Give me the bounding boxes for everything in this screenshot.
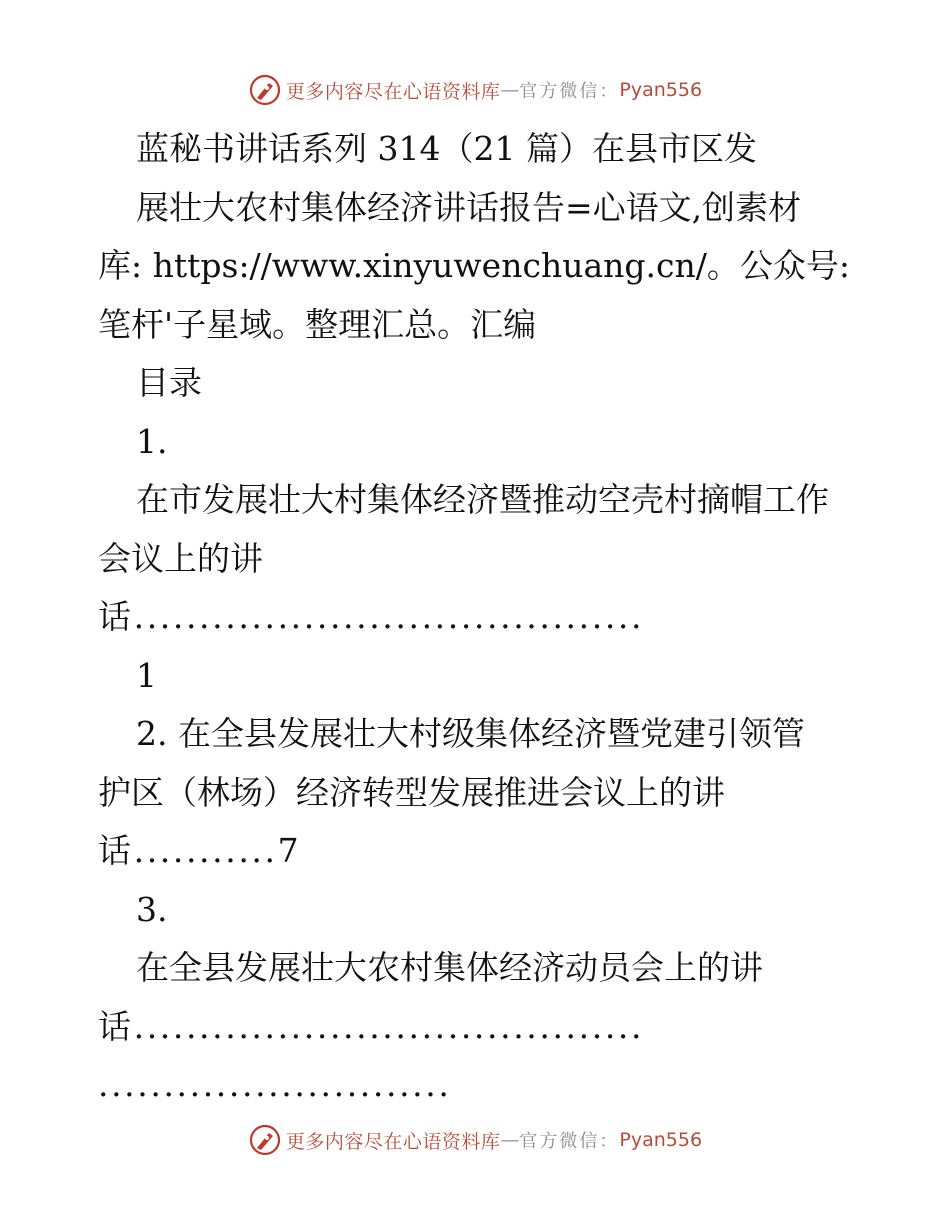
watermark-wechat-label: 官方微信： [519, 1131, 620, 1152]
watermark-separator: — [500, 1129, 520, 1151]
title-line-4: 笔杆'子星域。整理汇总。汇编 [98, 304, 537, 344]
document-body [98, 120, 858, 1115]
watermark-main-text: 更多内容尽在心语资料库 [285, 1130, 501, 1153]
pen-nib-logo-icon [248, 73, 282, 107]
toc-item-1-page: 1 [136, 655, 157, 695]
watermark-main-text: 更多内容尽在心语资料库 [285, 80, 501, 103]
toc-item-2-title-cont: 护区（林场）经济转型发展推进会议上的讲 [98, 772, 725, 812]
header-watermark [0, 70, 950, 110]
toc-item-3-number: 3. [136, 889, 168, 929]
toc-item-3-title: 在全县发展壮大农村集体经济动员会上的讲 [136, 948, 763, 987]
pen-nib-logo-icon [248, 1123, 282, 1157]
toc-item-3-leader: 话....................................... [98, 1006, 645, 1046]
watermark-separator: — [500, 79, 520, 101]
toc-item-1-leader: 话....................................... [98, 597, 645, 636]
toc-heading: 目录 [136, 363, 202, 402]
toc-item-3-leader-cont: ........................... [98, 1065, 452, 1104]
toc-item-1-number: 1. [136, 421, 168, 461]
footer-watermark [0, 1120, 950, 1160]
watermark-wechat-id: Pyan556 [619, 1129, 703, 1151]
title-line-2: 展壮大农村集体经济讲话报告=心语文,创素材 [136, 187, 802, 227]
toc-item-2-title: 2. 在全县发展壮大村级集体经济暨党建引领管 [136, 714, 805, 753]
toc-item-1-title-cont: 会议上的讲 [98, 538, 263, 578]
title-line-1: 蓝秘书讲话系列 314（21 篇）在县市区发 [136, 129, 757, 168]
toc-item-2-leader-page: 话...........7 [98, 831, 302, 870]
watermark-wechat-id: Pyan556 [619, 79, 703, 101]
title-line-3: 库: https://www.xinyuwenchuang.cn/。公众号: [98, 246, 850, 285]
watermark-wechat-label: 官方微信： [519, 81, 620, 102]
toc-item-1-title: 在市发展壮大村集体经济暨推动空壳村摘帽工作 [136, 480, 829, 519]
